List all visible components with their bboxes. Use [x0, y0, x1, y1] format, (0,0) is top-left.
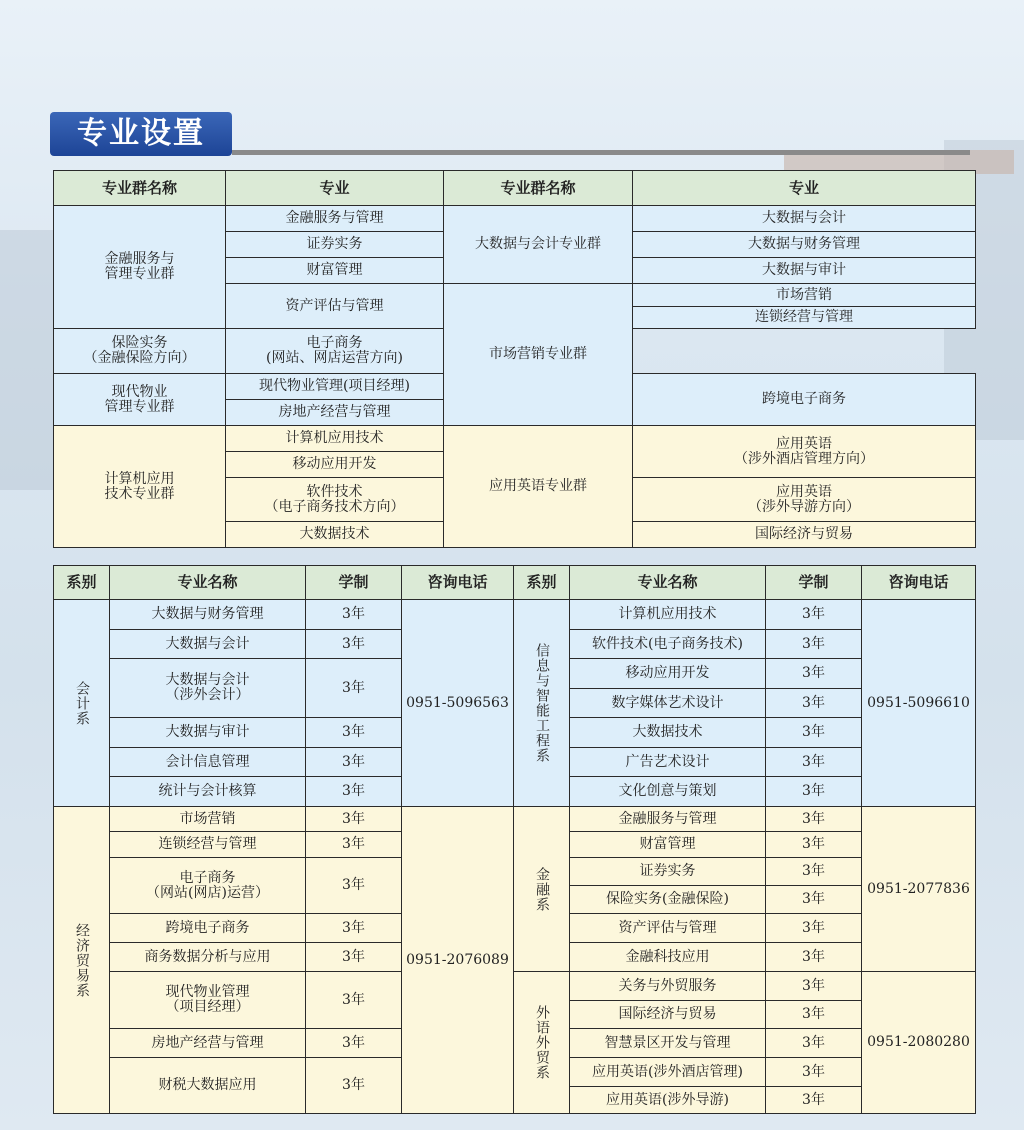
- years-cell: 3年: [306, 748, 402, 777]
- years-cell: 3年: [766, 832, 862, 858]
- years-cell: 3年: [766, 600, 862, 630]
- table-row: [54, 972, 976, 1001]
- major-text: 大数据与会计 （涉外会计）: [165, 672, 250, 703]
- header-cell: 系别: [54, 566, 110, 600]
- major-cell: [226, 329, 444, 374]
- major-text: 应用英语 （涉外酒店管理方向）: [734, 435, 874, 467]
- major-cell: 移动应用开发: [226, 452, 444, 478]
- table-row: [54, 206, 976, 232]
- major-cell: 大数据与财务管理: [110, 600, 306, 630]
- major-cell: 应用英语(涉外导游): [570, 1087, 766, 1114]
- major-cell: 证券实务: [226, 232, 444, 258]
- major-cell: 市场营销: [110, 807, 306, 832]
- table-row: [54, 426, 976, 452]
- major-cell: 计算机应用技术: [570, 600, 766, 630]
- major-cell: 关务与外贸服务: [570, 972, 766, 1001]
- years-cell: 3年: [306, 718, 402, 748]
- header-cell: 专业群名称: [54, 171, 226, 206]
- major-cell: [110, 659, 306, 718]
- years-cell: 3年: [766, 914, 862, 943]
- major-cell: 金融科技应用: [570, 943, 766, 972]
- group-name-cell: 市场营销专业群: [444, 284, 633, 426]
- years-cell: 3年: [766, 972, 862, 1001]
- major-cell: 应用英语(涉外酒店管理): [570, 1058, 766, 1087]
- dept-name: 经济贸易系: [74, 922, 90, 998]
- major-cell: 移动应用开发: [570, 659, 766, 689]
- major-cell: 跨境电子商务: [633, 374, 976, 426]
- years-cell: 3年: [306, 807, 402, 832]
- years-cell: 3年: [306, 1029, 402, 1058]
- years-cell: 3年: [306, 777, 402, 807]
- years-cell: 3年: [766, 1087, 862, 1114]
- dept-cell: [54, 807, 110, 1114]
- dept-cell: [514, 600, 570, 807]
- major-cell: 软件技术(电子商务技术): [570, 630, 766, 659]
- group-name-cell: 大数据与会计专业群: [444, 206, 633, 284]
- major-cell: 会计信息管理: [110, 748, 306, 777]
- major-cell: 大数据技术: [570, 718, 766, 748]
- years-cell: 3年: [766, 1001, 862, 1029]
- major-cell: 商务数据分析与应用: [110, 943, 306, 972]
- section-header: [50, 112, 970, 160]
- major-text: 现代物业管理 （项目经理）: [165, 984, 250, 1015]
- years-cell: 3年: [766, 858, 862, 886]
- background-building-left: [0, 230, 60, 490]
- years-cell: 3年: [766, 886, 862, 914]
- phone-cell: 0951-5096563: [402, 600, 514, 807]
- years-cell: 3年: [766, 1058, 862, 1087]
- major-cell: 大数据与审计: [110, 718, 306, 748]
- major-cell: [633, 426, 976, 478]
- header-cell: 咨询电话: [402, 566, 514, 600]
- group-name: 现代物业 管理专业群: [104, 383, 175, 415]
- major-cell: [226, 478, 444, 522]
- major-cell: 跨境电子商务: [110, 914, 306, 943]
- phone-cell: 0951-2076089: [402, 807, 514, 1114]
- major-cell: 国际经济与贸易: [570, 1001, 766, 1029]
- major-cell: 大数据与财务管理: [633, 232, 976, 258]
- major-cell: 文化创意与策划: [570, 777, 766, 807]
- dept-name: 会计系: [74, 680, 90, 726]
- major-cell: [54, 329, 226, 374]
- years-cell: 3年: [306, 600, 402, 630]
- major-text: 软件技术 （电子商务技术方向）: [264, 483, 405, 515]
- major-cell: 保险实务(金融保险): [570, 886, 766, 914]
- header-cell: 系别: [514, 566, 570, 600]
- years-cell: 3年: [306, 832, 402, 858]
- title-underline: [232, 150, 970, 155]
- major-cell: 金融服务与管理: [226, 206, 444, 232]
- major-cell: 市场营销: [633, 284, 976, 307]
- major-cell: 房地产经营与管理: [110, 1029, 306, 1058]
- major-cell: 统计与会计核算: [110, 777, 306, 807]
- dept-cell: [514, 972, 570, 1114]
- major-cell: 资产评估与管理: [226, 284, 444, 329]
- major-cell: [110, 858, 306, 914]
- header-cell: 专业名称: [110, 566, 306, 600]
- years-cell: 3年: [766, 689, 862, 718]
- major-cell: 大数据与会计: [633, 206, 976, 232]
- major-cell: 计算机应用技术: [226, 426, 444, 452]
- major-cell: 智慧景区开发与管理: [570, 1029, 766, 1058]
- phone-cell: 0951-2077836: [862, 807, 976, 972]
- group-name-cell: [54, 206, 226, 329]
- group-name-cell: [54, 374, 226, 426]
- major-cell: 证券实务: [570, 858, 766, 886]
- major-text: 电子商务 （网站(网店)运营）: [146, 869, 269, 901]
- years-cell: 3年: [766, 659, 862, 689]
- major-group-table: [53, 170, 976, 548]
- header-cell: 学制: [766, 566, 862, 600]
- major-cell: 现代物业管理(项目经理): [226, 374, 444, 400]
- major-cell: [633, 478, 976, 522]
- phone-cell: 0951-5096610: [862, 600, 976, 807]
- major-cell: 大数据与会计: [110, 630, 306, 659]
- major-cell: 广告艺术设计: [570, 748, 766, 777]
- years-cell: 3年: [766, 718, 862, 748]
- section-title: 专业设置: [50, 112, 232, 156]
- header-cell: 专业: [633, 171, 976, 206]
- header-cell: 学制: [306, 566, 402, 600]
- header-cell: 咨询电话: [862, 566, 976, 600]
- major-cell: 连锁经营与管理: [633, 307, 976, 329]
- years-cell: 3年: [306, 914, 402, 943]
- table-header-row: [54, 171, 976, 206]
- years-cell: 3年: [306, 659, 402, 718]
- group-name-cell: [54, 426, 226, 548]
- phone-cell: 0951-2080280: [862, 972, 976, 1114]
- major-cell: 资产评估与管理: [570, 914, 766, 943]
- years-cell: 3年: [766, 943, 862, 972]
- table-header-row: [54, 566, 976, 600]
- major-cell: 数字媒体艺术设计: [570, 689, 766, 718]
- years-cell: 3年: [306, 1058, 402, 1114]
- dept-name: 信息与智能工程系: [534, 643, 550, 763]
- table-row: [54, 807, 976, 832]
- major-cell: 金融服务与管理: [570, 807, 766, 832]
- years-cell: 3年: [306, 858, 402, 914]
- dept-cell: [54, 600, 110, 807]
- header-cell: 专业: [226, 171, 444, 206]
- table-row: [54, 600, 976, 630]
- major-cell: 房地产经营与管理: [226, 400, 444, 426]
- major-cell: 大数据与审计: [633, 258, 976, 284]
- group-name: 计算机应用 技术专业群: [104, 470, 175, 502]
- years-cell: 3年: [766, 748, 862, 777]
- header-cell: 专业群名称: [444, 171, 633, 206]
- major-cell: 连锁经营与管理: [110, 832, 306, 858]
- major-cell: 财富管理: [226, 258, 444, 284]
- group-name-cell: 应用英语专业群: [444, 426, 633, 548]
- dept-cell: [514, 807, 570, 972]
- years-cell: 3年: [306, 972, 402, 1029]
- major-text: 电子商务 (网站、网店运营方向): [266, 335, 403, 366]
- major-text: 保险实务 （金融保险方向）: [83, 335, 196, 366]
- dept-name: 外语外贸系: [534, 1005, 550, 1080]
- header-cell: 专业名称: [570, 566, 766, 600]
- years-cell: 3年: [766, 807, 862, 832]
- years-cell: 3年: [306, 943, 402, 972]
- group-name: 金融服务与 管理专业群: [104, 251, 175, 282]
- years-cell: 3年: [766, 630, 862, 659]
- department-major-table: [53, 565, 976, 1114]
- major-text: 应用英语 （涉外导游方向）: [748, 483, 860, 515]
- major-cell: 财税大数据应用: [110, 1058, 306, 1114]
- major-cell: 国际经济与贸易: [633, 522, 976, 548]
- years-cell: 3年: [306, 630, 402, 659]
- major-cell: 大数据技术: [226, 522, 444, 548]
- major-cell: 财富管理: [570, 832, 766, 858]
- years-cell: 3年: [766, 777, 862, 807]
- years-cell: 3年: [766, 1029, 862, 1058]
- major-cell: [110, 972, 306, 1029]
- dept-name: 金融系: [534, 866, 550, 912]
